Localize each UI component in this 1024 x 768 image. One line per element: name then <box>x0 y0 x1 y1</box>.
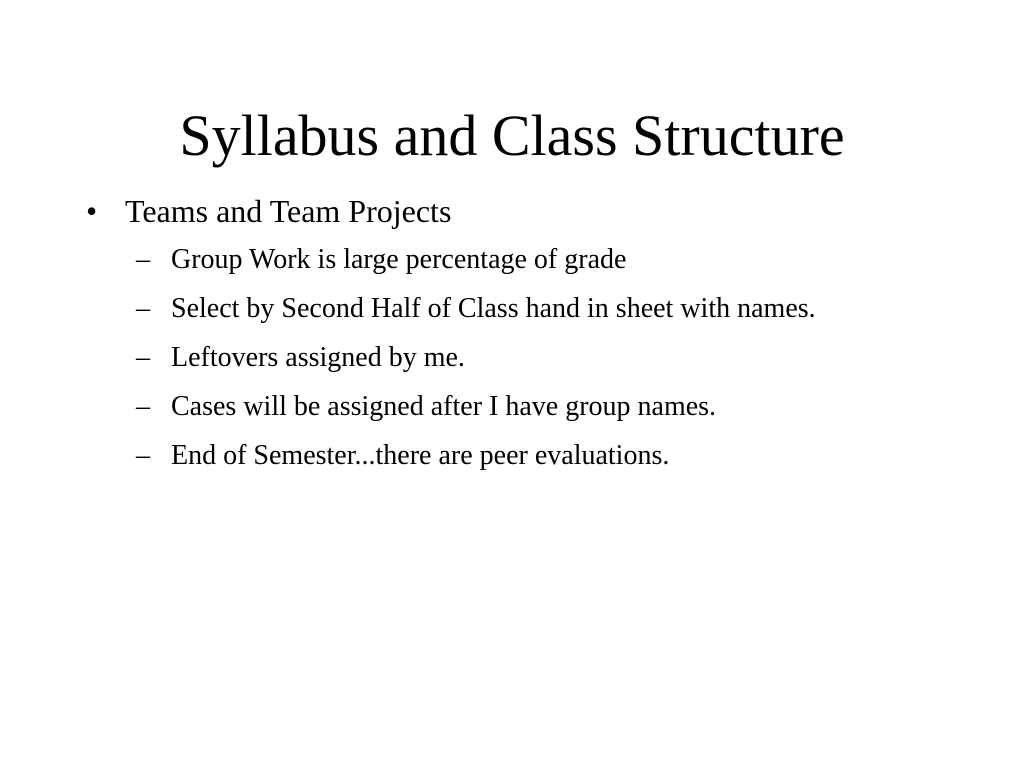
dash-icon: – <box>136 440 150 471</box>
sub-bullet-item <box>136 436 821 476</box>
sub-bullet-list <box>136 240 886 476</box>
sub-bullet-text: Select by Second Half of Class hand in sheet with names. <box>171 293 816 324</box>
bullet-item <box>86 190 886 232</box>
slide-title: Syllabus and Class Structure <box>179 103 845 168</box>
sub-bullet-text: Cases will be assigned after I have group names. <box>171 391 717 422</box>
dash-icon: – <box>136 244 150 275</box>
bullet-text: Teams and Team Projects <box>125 193 452 229</box>
bullet-dot-icon: • <box>86 193 98 229</box>
dash-icon: – <box>136 342 150 373</box>
sub-bullet-item <box>136 289 821 329</box>
sub-bullet-text: Leftovers assigned by me. <box>171 342 465 373</box>
sub-bullet-text: End of Semester...there are peer evaluations. <box>171 440 670 471</box>
sub-bullet-text: Group Work is large percentage of grade <box>171 244 627 275</box>
dash-icon: – <box>136 293 150 324</box>
slide-content <box>86 190 886 485</box>
dash-icon: – <box>136 391 150 422</box>
sub-bullet-item <box>136 240 821 280</box>
sub-bullet-item <box>136 387 821 427</box>
sub-bullet-item <box>136 338 821 378</box>
